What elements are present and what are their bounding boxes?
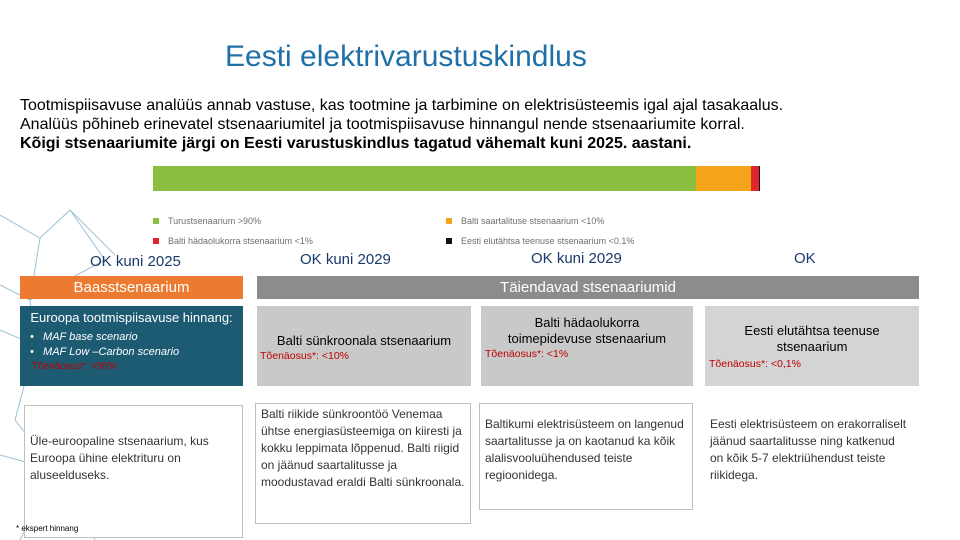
- intro-text: [20, 96, 783, 153]
- legend-swatch-black: [446, 238, 452, 244]
- legend-label: Turustsenaarium >90%: [168, 216, 261, 226]
- bar-segment-green: [153, 166, 696, 191]
- additional-scenarios-header: [257, 276, 919, 299]
- bullet-maf-base: • MAF base scenario: [30, 331, 138, 343]
- scenario-box-baltic-sync: [257, 306, 471, 386]
- ok-label-col1: OK kuni 2025: [90, 253, 181, 270]
- scenario-title-estonia-vital: Eesti elutähtsa teenuse stsenaarium: [744, 323, 880, 354]
- scenario-box-european: [20, 306, 243, 386]
- scenario-bullets: [30, 330, 243, 360]
- scenario-title-baltic-emergency: Balti hädaolukorra toimepidevuse stsenaarium: [507, 315, 667, 346]
- additional-scenarios-header-label: Täiendavad stsenaariumid: [500, 279, 676, 296]
- ok-label-col2: OK kuni 2029: [300, 251, 391, 268]
- legend-label: Eesti elutähtsa teenuse stsenaarium <0.1%: [461, 236, 635, 246]
- scenario-box-estonia-vital: [705, 306, 919, 386]
- ok-label-col3: OK kuni 2029: [531, 250, 622, 267]
- probability-bar: [153, 166, 760, 191]
- base-scenario-header-label: Baasstsenaarium: [73, 279, 190, 296]
- bullet-maf-low-carbon: • MAF Low –Carbon scenario: [30, 346, 180, 358]
- description-baltic-emergency: Baltikumi elektrisüsteem on langenud saartalitusse ja on kaotanud ka kõik alalisvooluühendused teiste regioonidega.: [479, 403, 693, 510]
- ok-label-col4: OK: [794, 250, 816, 267]
- legend-item-estonia-vital: [446, 236, 634, 246]
- legend-item-baltic-emergency: [153, 236, 313, 246]
- legend-label: Balti saartalituse stsenaarium <10%: [461, 216, 605, 226]
- bar-segment-orange: [696, 166, 751, 191]
- description-baltic-sync: Balti riikide sünkroontöö Venemaa ühtse energiasüsteemiga on kiiresti ja kokku leppimata lõppenud. Balti riigid on jäänud saartalitusse ja moodustavad eraldi Balti sünkroonala.: [255, 403, 471, 524]
- legend-swatch-red: [153, 238, 159, 244]
- intro-line-3: Kõigi stsenaariumite järgi on Eesti varustuskindlus tagatud vähemalt kuni 2025. aastani.: [20, 135, 692, 152]
- description-european: Üle-euroopaline stsenaarium, kus Euroopa ühine elektrituru on aluseelduseks.: [24, 405, 243, 538]
- scenario-box-baltic-emergency: [481, 306, 693, 386]
- probability-baltic-sync: Tõenäosus*: <10%: [260, 350, 350, 362]
- description-estonia-vital: Eesti elektrisüsteem on erakorraliselt jäänud saartalitusse ning katkenud on kõik 5-7 elektriühendust teiste riikidega.: [710, 417, 907, 482]
- scenario-title-european: Euroopa tootmispiisavuse hinnang:: [30, 310, 233, 325]
- intro-line-2: Analüüs põhineb erinevatel stsenaariumitel ja tootmispiisavuse hinnangul nende stsenaariumite korral.: [20, 116, 745, 133]
- legend-swatch-orange: [446, 218, 452, 224]
- legend-item-baltic-island: [446, 216, 604, 226]
- probability-european: Tõenäosus*: >90%: [32, 361, 117, 372]
- footnote: * ekspert hinnang: [16, 524, 79, 533]
- probability-baltic-emergency: Tõenäosus*: <1%: [485, 348, 569, 360]
- scenario-title-baltic-sync: Balti sünkroonala stsenaarium: [276, 333, 452, 348]
- legend-label: Balti hädaolukorra stsenaarium <1%: [168, 236, 313, 246]
- page-title: Eesti elektrivarustuskindlus: [225, 40, 587, 73]
- bar-segment-black: [759, 166, 760, 191]
- probability-estonia-vital: Tõenäosus*: <0,1%: [709, 358, 801, 370]
- bar-segment-red: [751, 166, 759, 191]
- base-scenario-header: [20, 276, 243, 299]
- legend-item-market: [153, 216, 261, 226]
- intro-line-1: Tootmispiisavuse analüüs annab vastuse, kas tootmine ja tarbimine on elektrisüsteemis igal ajal tasakaalus.: [20, 97, 784, 114]
- legend-swatch-green: [153, 218, 159, 224]
